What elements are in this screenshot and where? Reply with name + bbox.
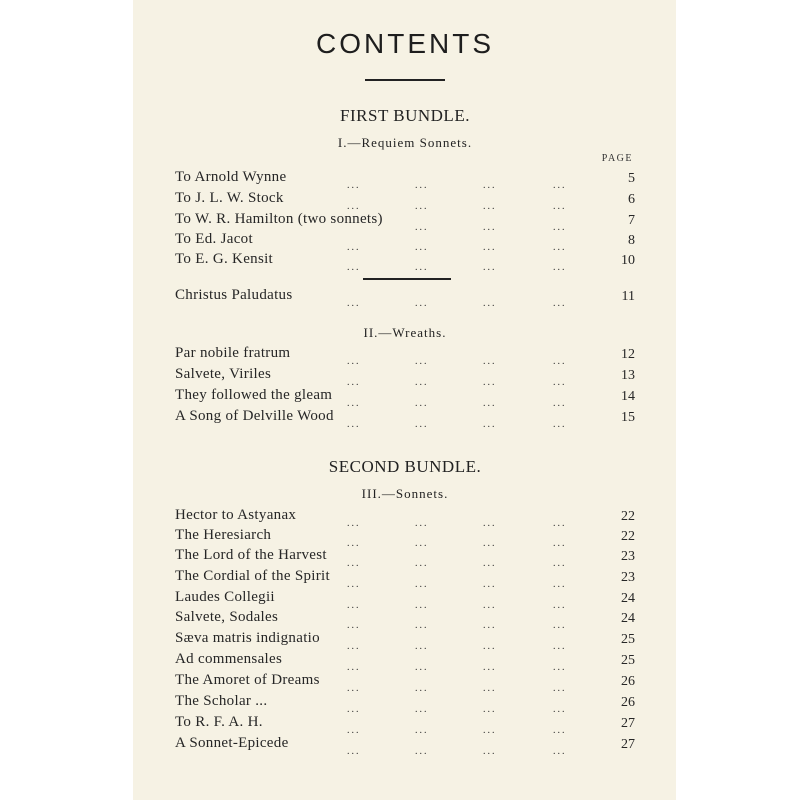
dot-leader: ... bbox=[553, 180, 567, 191]
dot-leader: ... bbox=[347, 398, 361, 409]
toc-entry[interactable] bbox=[175, 609, 635, 629]
entry-page: 25 bbox=[621, 632, 635, 647]
toc-entry[interactable] bbox=[175, 287, 635, 307]
dot-leader: ... bbox=[553, 398, 567, 409]
dot-leader: ... bbox=[483, 262, 497, 273]
dot-leader: ... bbox=[347, 180, 361, 191]
toc-entry[interactable] bbox=[175, 387, 635, 407]
dot-leader: ... bbox=[347, 538, 361, 549]
toc-entry[interactable] bbox=[175, 408, 635, 428]
toc-entry[interactable] bbox=[175, 547, 635, 567]
dot-leader: ... bbox=[553, 641, 567, 652]
entry-title: Par nobile fratrum bbox=[175, 345, 291, 361]
entry-page: 11 bbox=[621, 289, 635, 304]
dot-leader: ... bbox=[415, 298, 429, 309]
toc-entry[interactable] bbox=[175, 345, 635, 365]
dot-leader: ... bbox=[347, 518, 361, 529]
toc-entry[interactable] bbox=[175, 672, 635, 692]
toc-entry[interactable] bbox=[175, 251, 635, 271]
dot-leader: ... bbox=[415, 538, 429, 549]
entry-page: 22 bbox=[621, 509, 635, 524]
dot-leader: ... bbox=[415, 419, 429, 430]
dot-leader: ... bbox=[483, 242, 497, 253]
dot-leader: ... bbox=[415, 242, 429, 253]
dot-leader: ... bbox=[553, 222, 567, 233]
dot-leader: ... bbox=[347, 419, 361, 430]
dot-leader: ... bbox=[553, 620, 567, 631]
dot-leader: ... bbox=[483, 725, 497, 736]
toc-entry[interactable] bbox=[175, 714, 635, 734]
dot-leader: ... bbox=[415, 398, 429, 409]
dot-leader: ... bbox=[483, 398, 497, 409]
dot-leader: ... bbox=[483, 746, 497, 757]
title-rule bbox=[365, 79, 445, 81]
entry-title: Salvete, Sodales bbox=[175, 609, 279, 625]
dot-leader: ... bbox=[483, 419, 497, 430]
toc-entry[interactable] bbox=[175, 366, 635, 386]
dot-leader: ... bbox=[553, 725, 567, 736]
dot-leader: ... bbox=[347, 662, 361, 673]
dot-leader: ... bbox=[553, 377, 567, 388]
dot-leader: ... bbox=[483, 518, 497, 529]
dot-leader: ... bbox=[553, 419, 567, 430]
dot-leader: ... bbox=[415, 377, 429, 388]
dot-leader: ... bbox=[415, 518, 429, 529]
toc-entry[interactable] bbox=[175, 211, 635, 231]
dot-leader: ... bbox=[415, 180, 429, 191]
toc-entry[interactable] bbox=[175, 568, 635, 588]
dot-leader: ... bbox=[415, 746, 429, 757]
dot-leader: ... bbox=[553, 356, 567, 367]
dot-leader: ... bbox=[483, 558, 497, 569]
dot-leader: ... bbox=[347, 600, 361, 611]
dot-leader: ... bbox=[483, 180, 497, 191]
dot-leader: ... bbox=[347, 641, 361, 652]
dot-leader: ... bbox=[347, 298, 361, 309]
section-heading-requiem-sonnets: I.—Requiem Sonnets. bbox=[337, 135, 473, 150]
dot-leader: ... bbox=[415, 222, 429, 233]
toc-entry[interactable] bbox=[175, 651, 635, 671]
dot-leader: ... bbox=[553, 298, 567, 309]
toc-entry[interactable] bbox=[175, 693, 635, 713]
dot-leader: ... bbox=[483, 356, 497, 367]
dot-leader: ... bbox=[415, 725, 429, 736]
dot-leader: ... bbox=[483, 538, 497, 549]
dot-leader: ... bbox=[347, 201, 361, 212]
dot-leader: ... bbox=[347, 579, 361, 590]
entry-title: To Ed. Jacot bbox=[175, 231, 253, 247]
dot-leader: ... bbox=[483, 704, 497, 715]
dot-leader: ... bbox=[483, 377, 497, 388]
entry-page: 27 bbox=[621, 737, 635, 752]
entry-title: To J. L. W. Stock bbox=[175, 190, 284, 206]
dot-leader: ... bbox=[483, 600, 497, 611]
dot-leader: ... bbox=[553, 201, 567, 212]
entry-page: 7 bbox=[628, 213, 635, 228]
toc-entry[interactable] bbox=[175, 169, 635, 189]
bundle-heading-first: FIRST BUNDLE. bbox=[340, 106, 470, 125]
dot-leader: ... bbox=[483, 620, 497, 631]
dot-leader: ... bbox=[483, 641, 497, 652]
dot-leader: ... bbox=[553, 746, 567, 757]
page-column-label: PAGE bbox=[601, 153, 633, 164]
entry-page: 25 bbox=[621, 653, 635, 668]
dot-leader: ... bbox=[347, 746, 361, 757]
dot-leader: ... bbox=[347, 262, 361, 273]
dot-leader: ... bbox=[347, 725, 361, 736]
dot-leader: ... bbox=[347, 558, 361, 569]
entry-title: The Cordial of the Spirit bbox=[175, 568, 330, 584]
toc-entry[interactable] bbox=[175, 507, 635, 527]
dot-leader: ... bbox=[415, 356, 429, 367]
dot-leader: ... bbox=[415, 600, 429, 611]
entry-title: Christus Paludatus bbox=[175, 287, 293, 303]
entry-title: The Heresiarch bbox=[175, 527, 272, 543]
dot-leader: ... bbox=[553, 242, 567, 253]
dot-leader: ... bbox=[483, 201, 497, 212]
section-rule bbox=[363, 278, 451, 280]
entry-title: To W. R. Hamilton (two sonnets) bbox=[175, 211, 383, 227]
entry-page: 23 bbox=[621, 549, 635, 564]
dot-leader: ... bbox=[347, 356, 361, 367]
dot-leader: ... bbox=[553, 600, 567, 611]
entry-title: They followed the gleam bbox=[175, 387, 333, 403]
entry-title: Laudes Collegii bbox=[175, 589, 275, 605]
entry-page: 13 bbox=[621, 368, 635, 383]
dot-leader: ... bbox=[347, 683, 361, 694]
dot-leader: ... bbox=[553, 662, 567, 673]
entry-page: 22 bbox=[621, 529, 635, 544]
dot-leader: ... bbox=[347, 620, 361, 631]
toc-entry[interactable] bbox=[175, 630, 635, 650]
dot-leader: ... bbox=[553, 262, 567, 273]
entry-page: 8 bbox=[628, 233, 635, 248]
dot-leader: ... bbox=[415, 704, 429, 715]
entry-title: To R. F. A. H. bbox=[175, 714, 263, 730]
entry-title: The Lord of the Harvest bbox=[175, 547, 327, 563]
dot-leader: ... bbox=[483, 662, 497, 673]
dot-leader: ... bbox=[483, 222, 497, 233]
section-heading-sonnets: III.—Sonnets. bbox=[361, 486, 449, 501]
entry-page: 27 bbox=[621, 716, 635, 731]
toc-entry[interactable] bbox=[175, 231, 635, 251]
entry-page: 23 bbox=[621, 570, 635, 585]
entry-page: 12 bbox=[621, 347, 635, 362]
entry-page: 26 bbox=[621, 674, 635, 689]
entry-title: Hector to Astyanax bbox=[175, 507, 297, 523]
entry-title: Salvete, Viriles bbox=[175, 366, 272, 382]
dot-leader: ... bbox=[415, 641, 429, 652]
entry-page: 5 bbox=[628, 171, 635, 186]
bundle-heading-second: SECOND BUNDLE. bbox=[328, 457, 482, 476]
dot-leader: ... bbox=[415, 558, 429, 569]
entry-title: The Scholar ... bbox=[175, 693, 268, 709]
dot-leader: ... bbox=[553, 558, 567, 569]
dot-leader: ... bbox=[415, 683, 429, 694]
dot-leader: ... bbox=[553, 683, 567, 694]
dot-leader: ... bbox=[483, 579, 497, 590]
dot-leader: ... bbox=[415, 262, 429, 273]
entry-page: 15 bbox=[621, 410, 635, 425]
entry-page: 14 bbox=[621, 389, 635, 404]
entry-page: 24 bbox=[621, 611, 635, 626]
page-title: CONTENTS bbox=[316, 28, 494, 59]
dot-leader: ... bbox=[553, 538, 567, 549]
dot-leader: ... bbox=[347, 242, 361, 253]
entry-title: To Arnold Wynne bbox=[175, 169, 287, 185]
dot-leader: ... bbox=[415, 662, 429, 673]
entry-page: 10 bbox=[621, 253, 635, 268]
entry-title: To E. G. Kensit bbox=[175, 251, 274, 267]
dot-leader: ... bbox=[483, 683, 497, 694]
entry-page: 24 bbox=[621, 591, 635, 606]
dot-leader: ... bbox=[553, 704, 567, 715]
toc-entry[interactable] bbox=[175, 589, 635, 609]
entry-title: A Sonnet-Epicede bbox=[175, 735, 289, 751]
dot-leader: ... bbox=[415, 201, 429, 212]
dot-leader: ... bbox=[415, 579, 429, 590]
dot-leader: ... bbox=[553, 579, 567, 590]
entry-title: Sæva matris indignatio bbox=[175, 630, 320, 646]
entry-title: The Amoret of Dreams bbox=[175, 672, 320, 688]
toc-entry[interactable] bbox=[175, 735, 635, 755]
dot-leader: ... bbox=[347, 704, 361, 715]
entry-title: Ad commensales bbox=[175, 651, 283, 667]
book-page bbox=[133, 0, 676, 800]
section-heading-wreaths: II.—Wreaths. bbox=[363, 325, 447, 340]
dot-leader: ... bbox=[415, 620, 429, 631]
entry-page: 26 bbox=[621, 695, 635, 710]
entry-page: 6 bbox=[628, 192, 635, 207]
toc-entry[interactable] bbox=[175, 527, 635, 547]
entry-title: A Song of Delville Wood bbox=[175, 408, 334, 424]
dot-leader: ... bbox=[553, 518, 567, 529]
dot-leader: ... bbox=[347, 377, 361, 388]
toc-entry[interactable] bbox=[175, 190, 635, 210]
dot-leader: ... bbox=[483, 298, 497, 309]
